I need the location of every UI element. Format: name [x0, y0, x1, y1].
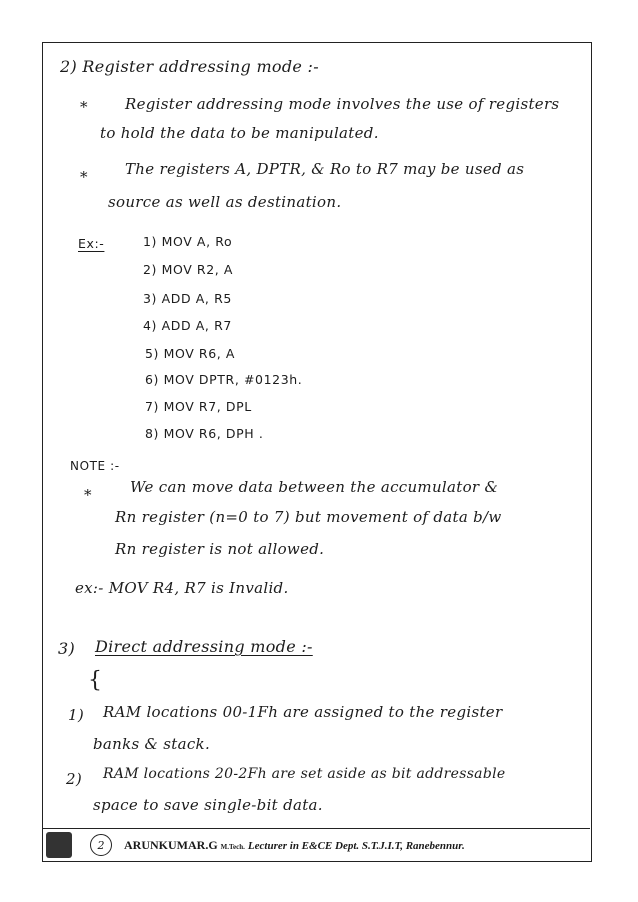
bullet1-line2: to hold the data to be manipulated. [100, 124, 379, 142]
section-heading-direct: Direct addressing mode :- [95, 637, 313, 656]
bullet-star-2: * [80, 168, 88, 186]
author-name: ARUNKUMAR.G [124, 838, 218, 852]
item2-line1: RAM locations 20-2Fh are set aside as bit addressable [103, 766, 506, 782]
author-line [124, 838, 465, 853]
author-designation: Lecturer in E&CE Dept. S.T.J.I.T, Ranebennur. [247, 840, 465, 852]
bullet2-line1: The registers A, DPTR, & Ro to R7 may be used as [125, 160, 525, 178]
example-1: 1) MOV A, Ro [143, 234, 233, 249]
item1-number: 1) [68, 706, 84, 724]
note-label: NOTE :- [70, 459, 120, 473]
section-heading-register: 2) Register addressing mode :- [60, 57, 319, 76]
footer [42, 828, 590, 861]
note-example: ex:- MOV R4, R7 is Invalid. [75, 579, 289, 597]
note-line2: Rn register (n=0 to 7) but movement of data b/w [115, 508, 502, 526]
note-line3: Rn register is not allowed. [115, 540, 325, 558]
author-degree: M.Tech. [220, 843, 245, 851]
bullet2-line2: source as well as destination. [108, 193, 342, 211]
institution-logo-icon [46, 832, 72, 858]
example-3: 3) ADD A, R5 [143, 291, 232, 306]
example-7: 7) MOV R7, DPL [145, 399, 252, 414]
page-number: 2 [90, 834, 112, 856]
example-6: 6) MOV DPTR, #0123h. [145, 372, 303, 387]
bullet-star-1: * [80, 98, 88, 116]
note-star: * [84, 486, 92, 504]
examples-label: Ex:- [78, 236, 105, 251]
example-2: 2) MOV R2, A [143, 262, 234, 277]
example-4: 4) ADD A, R7 [143, 318, 232, 333]
example-5: 5) MOV R6, A [145, 346, 236, 361]
brace: { [88, 668, 103, 693]
example-8: 8) MOV R6, DPH . [145, 426, 264, 441]
section-heading-direct-number: 3) [58, 639, 76, 658]
item1-line1: RAM locations 00-1Fh are assigned to the register [103, 703, 503, 721]
note-line1: We can move data between the accumulator & [130, 478, 499, 496]
item1-line2: banks & stack. [93, 735, 211, 753]
item2-number: 2) [66, 770, 82, 788]
bullet1-line1: Register addressing mode involves the use of registers [125, 95, 560, 113]
item2-line2: space to save single-bit data. [93, 796, 323, 814]
